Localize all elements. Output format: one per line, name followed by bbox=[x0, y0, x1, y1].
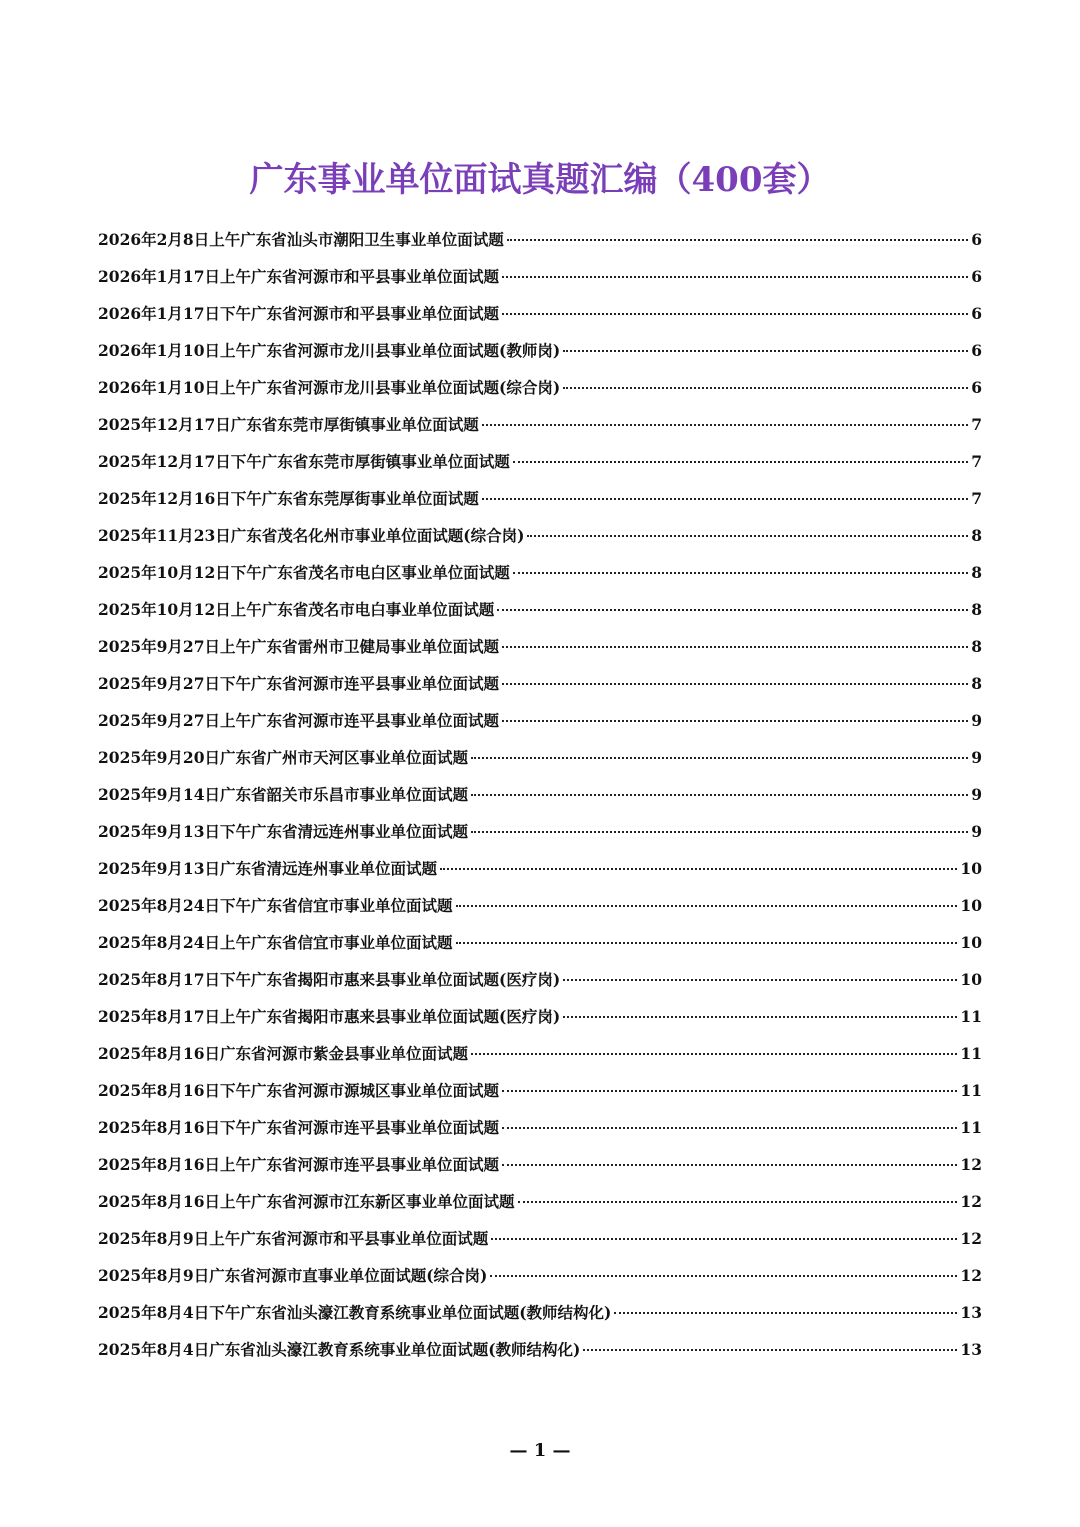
toc-entry[interactable] bbox=[98, 887, 982, 924]
toc-entry-title: 2025年9月13日广东省清远连州事业单位面试题 bbox=[98, 859, 437, 878]
toc-entry-page: 13 bbox=[960, 1340, 982, 1359]
toc-entry-title: 2026年1月17日下午广东省河源市和平县事业单位面试题 bbox=[98, 304, 499, 323]
toc-entry-title: 2025年8月16日广东省河源市紫金县事业单位面试题 bbox=[98, 1044, 468, 1063]
toc-entry[interactable] bbox=[98, 406, 982, 443]
toc-entry-page: 9 bbox=[971, 785, 982, 804]
toc-entry[interactable] bbox=[98, 702, 982, 739]
dot-leader bbox=[440, 868, 957, 870]
toc-entry-page: 13 bbox=[960, 1303, 982, 1322]
toc-entry[interactable] bbox=[98, 480, 982, 517]
toc-entry-title: 2025年12月16日下午广东省东莞厚街事业单位面试题 bbox=[98, 489, 479, 508]
toc-entry[interactable] bbox=[98, 443, 982, 480]
dot-leader bbox=[482, 498, 968, 500]
dot-leader bbox=[497, 609, 968, 611]
toc-entry-title: 2025年8月16日下午广东省河源市连平县事业单位面试题 bbox=[98, 1118, 499, 1137]
toc-entry-title: 2025年8月17日上午广东省揭阳市惠来县事业单位面试题(医疗岗) bbox=[98, 1007, 561, 1026]
toc-entry-title: 2025年9月27日下午广东省河源市连平县事业单位面试题 bbox=[98, 674, 499, 693]
dot-leader bbox=[563, 387, 968, 389]
toc-entry[interactable] bbox=[98, 554, 982, 591]
toc-entry[interactable] bbox=[98, 591, 982, 628]
toc-entry-title: 2025年8月16日上午广东省河源市连平县事业单位面试题 bbox=[98, 1155, 499, 1174]
toc-entry-title: 2025年8月17日下午广东省揭阳市惠来县事业单位面试题(医疗岗) bbox=[98, 970, 561, 989]
dot-leader bbox=[471, 831, 968, 833]
toc-entry-page: 8 bbox=[971, 674, 982, 693]
toc-entry-page: 6 bbox=[971, 378, 982, 397]
toc-entry[interactable] bbox=[98, 221, 982, 258]
toc-entry-title: 2025年8月16日上午广东省河源市江东新区事业单位面试题 bbox=[98, 1192, 515, 1211]
toc-entry-page: 8 bbox=[971, 526, 982, 545]
toc-entry-page: 12 bbox=[960, 1229, 982, 1248]
toc-entry[interactable] bbox=[98, 1183, 982, 1220]
toc-entry-title: 2025年8月24日上午广东省信宜市事业单位面试题 bbox=[98, 933, 453, 952]
toc-entry-title: 2025年8月9日广东省河源市直事业单位面试题(综合岗) bbox=[98, 1266, 488, 1285]
toc-entry-page: 10 bbox=[960, 933, 982, 952]
dot-leader bbox=[471, 1053, 957, 1055]
toc-entry[interactable] bbox=[98, 739, 982, 776]
toc-entry[interactable] bbox=[98, 961, 982, 998]
toc-entry-title: 2025年12月17日下午广东省东莞市厚街镇事业单位面试题 bbox=[98, 452, 510, 471]
toc-entry-page: 11 bbox=[960, 1081, 982, 1100]
toc-entry-page: 9 bbox=[971, 822, 982, 841]
dot-leader bbox=[502, 1127, 957, 1129]
toc-entry-page: 11 bbox=[960, 1044, 982, 1063]
toc-entry-title: 2026年1月10日上午广东省河源市龙川县事业单位面试题(综合岗) bbox=[98, 378, 561, 397]
toc-entry-page: 6 bbox=[971, 230, 982, 249]
dot-leader bbox=[502, 1164, 957, 1166]
toc-entry-page: 6 bbox=[971, 341, 982, 360]
toc-entry[interactable] bbox=[98, 258, 982, 295]
toc-entry-page: 10 bbox=[960, 859, 982, 878]
toc-entry-page: 8 bbox=[971, 600, 982, 619]
toc-entry-page: 6 bbox=[971, 304, 982, 323]
dot-leader bbox=[456, 942, 958, 944]
dot-leader bbox=[502, 1090, 957, 1092]
dot-leader bbox=[513, 461, 968, 463]
toc-entry[interactable] bbox=[98, 1294, 982, 1331]
toc-entry[interactable] bbox=[98, 998, 982, 1035]
table-of-contents bbox=[98, 221, 982, 1368]
toc-entry[interactable] bbox=[98, 1331, 982, 1368]
toc-entry-page: 11 bbox=[960, 1007, 982, 1026]
toc-entry-page: 9 bbox=[971, 711, 982, 730]
dot-leader bbox=[456, 905, 958, 907]
page-title: 广东事业单位面试真题汇编（400套） bbox=[249, 160, 831, 200]
dot-leader bbox=[614, 1312, 957, 1314]
dot-leader bbox=[502, 720, 968, 722]
dot-leader bbox=[502, 646, 968, 648]
toc-entry-title: 2025年8月4日下午广东省汕头濠江教育系统事业单位面试题(教师结构化) bbox=[98, 1303, 612, 1322]
toc-entry[interactable] bbox=[98, 295, 982, 332]
dot-leader bbox=[502, 313, 968, 315]
dot-leader bbox=[518, 1201, 958, 1203]
toc-entry-page: 12 bbox=[960, 1266, 982, 1285]
dot-leader bbox=[563, 1016, 957, 1018]
toc-entry-page: 12 bbox=[960, 1155, 982, 1174]
toc-entry[interactable] bbox=[98, 924, 982, 961]
dot-leader bbox=[471, 794, 968, 796]
toc-entry[interactable] bbox=[98, 628, 982, 665]
toc-entry-title: 2025年9月27日上午广东省雷州市卫健局事业单位面试题 bbox=[98, 637, 499, 656]
dot-leader bbox=[502, 276, 968, 278]
toc-entry[interactable] bbox=[98, 332, 982, 369]
toc-entry-page: 9 bbox=[971, 748, 982, 767]
dot-leader bbox=[490, 1275, 957, 1277]
toc-entry[interactable] bbox=[98, 1146, 982, 1183]
dot-leader bbox=[482, 424, 968, 426]
toc-entry[interactable] bbox=[98, 1109, 982, 1146]
toc-entry-title: 2025年8月9日上午广东省河源市和平县事业单位面试题 bbox=[98, 1229, 489, 1248]
dot-leader bbox=[502, 683, 968, 685]
toc-entry-page: 8 bbox=[971, 637, 982, 656]
toc-entry-title: 2025年8月24日下午广东省信宜市事业单位面试题 bbox=[98, 896, 453, 915]
dot-leader bbox=[583, 1349, 957, 1351]
toc-entry-page: 6 bbox=[971, 267, 982, 286]
dot-leader bbox=[507, 239, 968, 241]
toc-entry-title: 2025年8月16日下午广东省河源市源城区事业单位面试题 bbox=[98, 1081, 499, 1100]
dot-leader bbox=[513, 572, 968, 574]
toc-entry-page: 10 bbox=[960, 970, 982, 989]
toc-entry-page: 10 bbox=[960, 896, 982, 915]
toc-entry[interactable] bbox=[98, 369, 982, 406]
dot-leader bbox=[491, 1238, 957, 1240]
toc-entry-page: 7 bbox=[971, 489, 982, 508]
toc-entry-page: 7 bbox=[971, 452, 982, 471]
toc-entry[interactable] bbox=[98, 517, 982, 554]
toc-entry-page: 11 bbox=[960, 1118, 982, 1137]
toc-entry[interactable] bbox=[98, 1257, 982, 1294]
toc-entry[interactable] bbox=[98, 1220, 982, 1257]
dot-leader bbox=[563, 350, 968, 352]
toc-entry[interactable] bbox=[98, 776, 982, 813]
toc-entry[interactable] bbox=[98, 813, 982, 850]
toc-entry-title: 2026年1月17日上午广东省河源市和平县事业单位面试题 bbox=[98, 267, 499, 286]
toc-entry-title: 2025年12月17日广东省东莞市厚街镇事业单位面试题 bbox=[98, 415, 479, 434]
toc-entry-page: 8 bbox=[971, 563, 982, 582]
toc-entry-title: 2025年11月23日广东省茂名化州市事业单位面试题(综合岗) bbox=[98, 526, 525, 545]
toc-entry-page: 12 bbox=[960, 1192, 982, 1211]
toc-entry-title: 2026年2月8日上午广东省汕头市潮阳卫生事业单位面试题 bbox=[98, 230, 504, 249]
toc-entry[interactable] bbox=[98, 850, 982, 887]
dot-leader bbox=[563, 979, 957, 981]
toc-entry-title: 2025年10月12日下午广东省茂名市电白区事业单位面试题 bbox=[98, 563, 510, 582]
toc-entry-title: 2025年9月27日上午广东省河源市连平县事业单位面试题 bbox=[98, 711, 499, 730]
toc-entry[interactable] bbox=[98, 1035, 982, 1072]
toc-entry[interactable] bbox=[98, 1072, 982, 1109]
toc-entry-title: 2025年8月4日广东省汕头濠江教育系统事业单位面试题(教师结构化) bbox=[98, 1340, 581, 1359]
toc-entry-title: 2025年9月14日广东省韶关市乐昌市事业单位面试题 bbox=[98, 785, 468, 804]
dot-leader bbox=[471, 757, 968, 759]
toc-entry[interactable] bbox=[98, 665, 982, 702]
toc-entry-title: 2025年10月12日上午广东省茂名市电白事业单位面试题 bbox=[98, 600, 495, 619]
dot-leader bbox=[527, 535, 968, 537]
toc-entry-title: 2026年1月10日上午广东省河源市龙川县事业单位面试题(教师岗) bbox=[98, 341, 561, 360]
toc-entry-page: 7 bbox=[971, 415, 982, 434]
page-number: — 1 — bbox=[509, 1440, 571, 1461]
toc-entry-title: 2025年9月20日广东省广州市天河区事业单位面试题 bbox=[98, 748, 468, 767]
toc-entry-title: 2025年9月13日下午广东省清远连州事业单位面试题 bbox=[98, 822, 468, 841]
